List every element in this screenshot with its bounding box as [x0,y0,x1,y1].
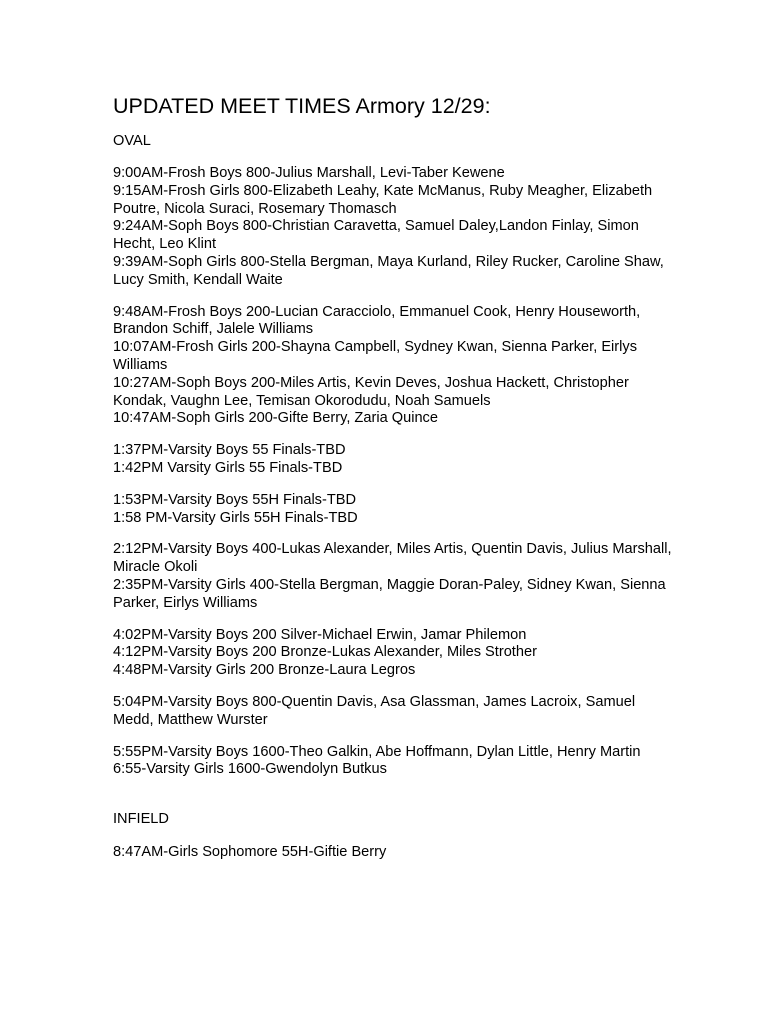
event-block [113,541,708,612]
event-block [113,744,708,780]
event-line: 9:00AM-Frosh Boys 800-Julius Marshall, Levi-Taber Kewene [113,165,505,181]
section-heading-oval: OVAL [113,133,151,149]
event-line: 9:39AM-Soph Girls 800-Stella Bergman, Maya Kurland, Riley Rucker, Caroline Shaw, Lucy Smith, Kendall Waite [113,253,664,288]
event-line: 1:37PM-Varsity Boys 55 Finals-TBD [113,442,346,459]
section-infield [113,810,708,862]
event-line: 1:53PM-Varsity Boys 55H Finals-TBD [113,491,357,508]
section-oval [113,132,708,779]
event-block [113,627,708,680]
event-line: 2:35PM-Varsity Girls 400-Stella Bergman, Maggie Doran-Paley, Sidney Kwan, Sienna Parker, Eirlys Williams [113,576,666,611]
event-line: 1:42PM Varsity Girls 55 Finals-TBD [113,459,343,476]
event-line: 4:12PM-Varsity Boys 200 Bronze-Lukas Alexander, Miles Strother [113,644,537,661]
event-line: 10:07AM-Frosh Girls 200-Shayna Campbell, Sydney Kwan, Sienna Parker, Eirlys Williams [113,339,637,373]
event-line: 5:55PM-Varsity Boys 1600-Theo Galkin, Abe Hoffmann, Dylan Little, Henry Martin [113,743,641,760]
event-block [113,304,708,429]
event-line: 9:24AM-Soph Boys 800-Christian Caravetta, Samuel Daley,Landon Finlay, Simon Hecht, Leo Klint [113,218,639,253]
event-block [113,492,708,528]
event-line: 8:47AM-Girls Sophomore 55H-Giftie Berry [113,844,387,861]
event-block [113,165,708,290]
event-line: 10:27AM-Soph Boys 200-Miles Artis, Kevin Deves, Joshua Hackett, Christopher Kondak, Vaughn Lee, Temisan Okorodudu, Noah Samuels [113,374,629,409]
section-heading-infield: INFIELD [113,811,169,828]
event-line: 6:55-Varsity Girls 1600-Gwendolyn Butkus [113,761,387,778]
event-line: 1:58 PM-Varsity Girls 55H Finals-TBD [113,509,358,526]
event-block [113,442,708,478]
event-line: 9:48AM-Frosh Boys 200-Lucian Caracciolo, Emmanuel Cook, Henry Houseworth, Brandon Schiff, Jalele Williams [113,303,641,338]
event-line: 2:12PM-Varsity Boys 400-Lukas Alexander, Miles Artis, Quentin Davis, Julius Marshall, Miracle Okoli [113,541,672,576]
event-line: 5:04PM-Varsity Boys 800-Quentin Davis, Asa Glassman, James Lacroix, Samuel Medd, Matthew Wurster [113,693,636,728]
event-line: 4:48PM-Varsity Girls 200 Bronze-Laura Legros [113,662,416,679]
event-line: 10:47AM-Soph Girls 200-Gifte Berry, Zaria Quince [113,410,438,427]
event-block [113,694,708,730]
event-line: 9:15AM-Frosh Girls 800-Elizabeth Leahy, Kate McManus, Ruby Meagher, Elizabeth Poutre, Nicola Suraci, Rosemary Thomasch [113,182,653,217]
document-title: UPDATED MEET TIMES Armory 12/29: [113,94,491,118]
event-block [113,844,708,862]
event-line: 4:02PM-Varsity Boys 200 Silver-Michael Erwin, Jamar Philemon [113,626,527,643]
